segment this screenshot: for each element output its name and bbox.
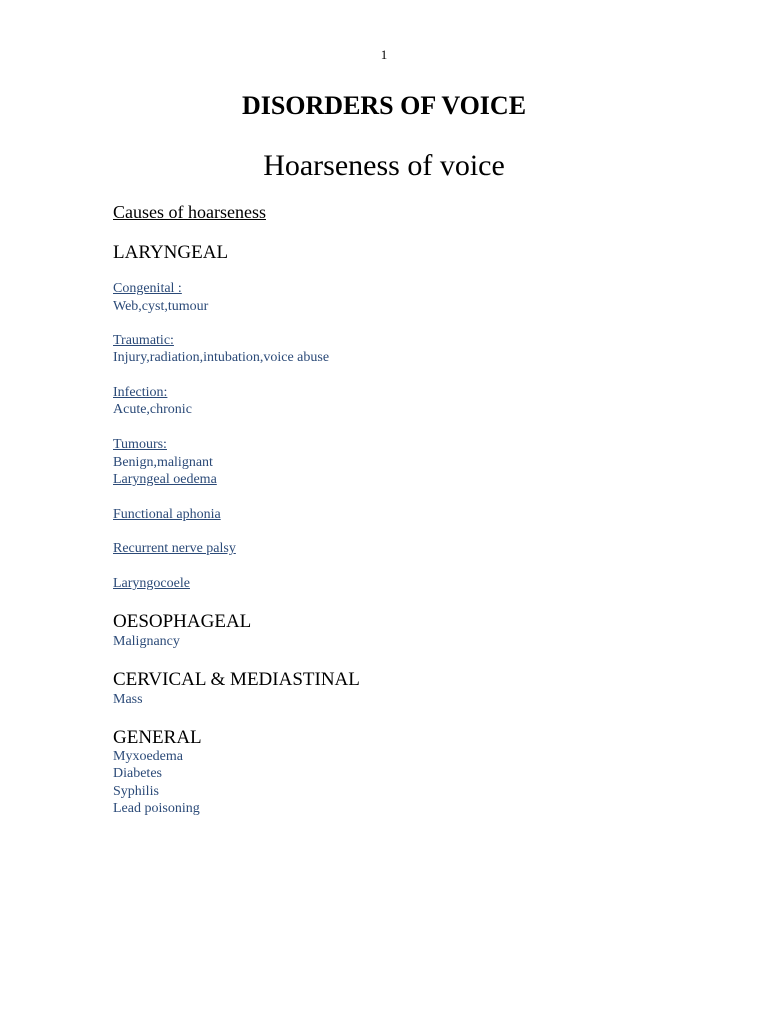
- page-number: 1: [380, 47, 388, 62]
- general-item-lead-poisoning: Lead poisoning: [113, 801, 200, 816]
- general-heading: GENERAL: [113, 727, 202, 748]
- functional-aphonia-label: Functional aphonia: [113, 507, 221, 522]
- general-item-syphilis: Syphilis: [113, 784, 159, 799]
- tumours-label: Tumours:: [113, 437, 167, 452]
- cervical-text: Mass: [113, 692, 143, 707]
- tumours-text: Benign,malignant: [113, 455, 213, 470]
- document-subtitle: Hoarseness of voice: [263, 149, 505, 182]
- oesophageal-heading: OESOPHAGEAL: [113, 611, 252, 632]
- infection-label: Infection:: [113, 385, 168, 400]
- congenital-text: Web,cyst,tumour: [113, 299, 209, 314]
- cervical-heading: CERVICAL & MEDIASTINAL: [113, 669, 360, 690]
- laryngeal-oedema-label: Laryngeal oedema: [113, 472, 217, 487]
- recurrent-nerve-palsy-label: Recurrent nerve palsy: [113, 541, 236, 556]
- infection-text: Acute,chronic: [113, 402, 192, 417]
- laryngocoele-label: Laryngocoele: [113, 576, 190, 591]
- traumatic-text: Injury,radiation,intubation,voice abuse: [113, 350, 330, 365]
- general-item-myxoedema: Myxoedema: [113, 749, 183, 764]
- laryngeal-heading: LARYNGEAL: [113, 242, 229, 263]
- general-item-diabetes: Diabetes: [113, 766, 162, 781]
- congenital-label: Congenital :: [113, 281, 182, 296]
- document-title: DISORDERS OF VOICE: [241, 91, 527, 120]
- oesophageal-text: Malignancy: [113, 634, 180, 649]
- traumatic-label: Traumatic:: [113, 333, 174, 348]
- causes-heading: Causes of hoarseness: [113, 202, 266, 222]
